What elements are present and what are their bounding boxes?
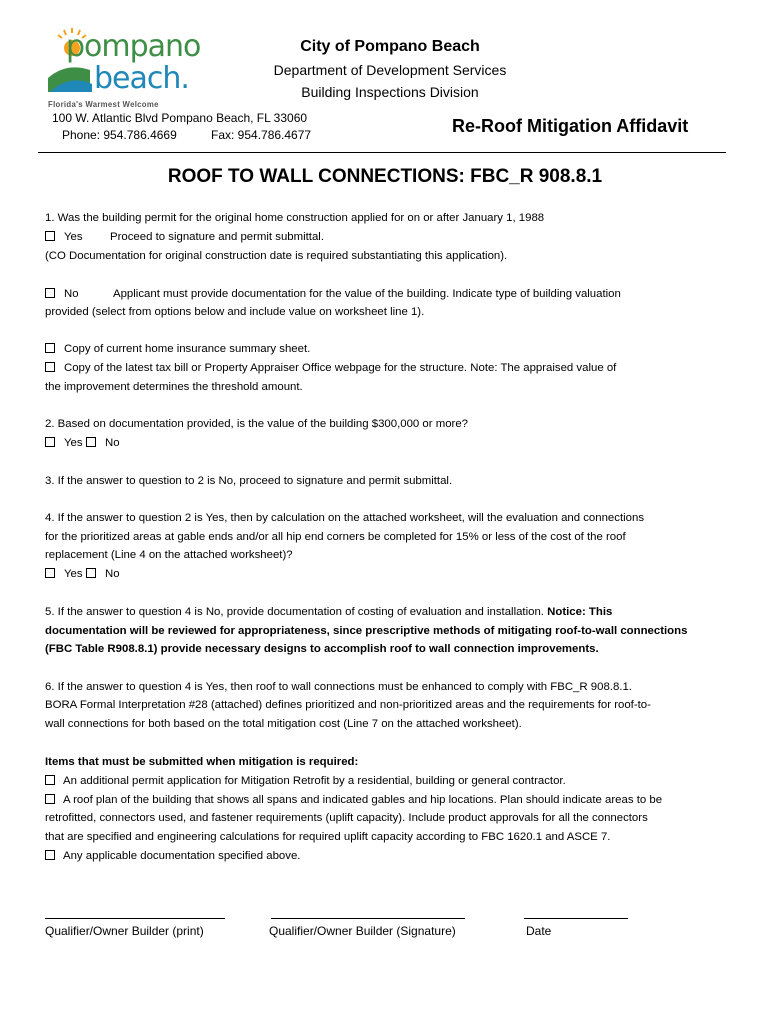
- section-title: ROOF TO WALL CONNECTIONS: FBC_R 908.8.1: [167, 166, 603, 187]
- question-6-line-3: wall connections for both based on the total mitigation cost (Line 7 on the attached worksheet).: [45, 718, 522, 730]
- item-2-cont-2: that are specified and engineering calculations for required uplift capacity according to FBC 1620.1 and ASCE 7.: [45, 831, 611, 843]
- item-1-text: An additional permit application for Mitigation Retrofit by a residential, building or general contractor.: [63, 775, 566, 787]
- question-6-line-1: 6. If the answer to question 4 is Yes, then roof to wall connections must be enhanced to comply with FBC_R 908.8.1.: [45, 681, 632, 693]
- date-line[interactable]: [524, 918, 628, 919]
- q1-option-1-text: Copy of current home insurance summary sheet.: [64, 343, 311, 355]
- q4-no-label: No: [105, 568, 120, 580]
- q2-yes-label: Yes: [64, 437, 83, 449]
- item-2-cont-1: retrofitted, connectors used, and fastener requirements (uplift capacity). Include product approvals for all the connectors: [45, 812, 648, 824]
- q1-option-2-row: [45, 362, 616, 374]
- header-divider: [38, 152, 726, 153]
- q4-answers: [45, 568, 120, 580]
- q1-yes-checkbox[interactable]: [45, 231, 55, 241]
- item-2-text: A roof plan of the building that shows all spans and indicated gables and hip locations. Plan should indicate areas to be: [63, 794, 663, 806]
- item-3-text: Any applicable documentation specified above.: [63, 850, 301, 862]
- q1-option-2-text: Copy of the latest tax bill or Property Appraiser Office webpage for the structure. Note: The appraised value of: [64, 362, 617, 374]
- address: 100 W. Atlantic Blvd Pompano Beach, FL 33060: [52, 111, 308, 125]
- q4-yes-checkbox[interactable]: [45, 568, 55, 578]
- signature-line[interactable]: [271, 918, 465, 919]
- question-5-line-3: (FBC Table R908.8.1) provide necessary designs to accomplish roof to wall connection improvements.: [45, 643, 599, 655]
- items-heading: Items that must be submitted when mitigation is required:: [45, 756, 359, 768]
- item-2-checkbox[interactable]: [45, 794, 55, 804]
- q1-yes-row: [45, 231, 324, 243]
- print-name-label: Qualifier/Owner Builder (print): [45, 924, 204, 938]
- q2-no-checkbox[interactable]: [86, 437, 96, 447]
- signature-label: Qualifier/Owner Builder (Signature): [269, 924, 456, 938]
- q1-option-1-row: [45, 343, 310, 355]
- q2-answers: [45, 437, 120, 449]
- q1-no-row: [45, 288, 621, 300]
- question-4-line-1: 4. If the answer to question 2 is Yes, then by calculation on the attached worksheet, will the evaluation and connections: [45, 512, 645, 524]
- item-1-checkbox[interactable]: [45, 775, 55, 785]
- q1-no-text: Applicant must provide documentation for the value of the building. Indicate type of building valuation: [113, 288, 621, 300]
- question-5-text: 5. If the answer to question 4 is No, provide documentation of costing of evaluation and installation.: [45, 606, 548, 618]
- item-3-checkbox[interactable]: [45, 850, 55, 860]
- q1-yes-label: Yes: [64, 231, 83, 243]
- q1-yes-text: Proceed to signature and permit submittal.: [110, 231, 325, 243]
- fax-number: Fax: 954.786.4677: [211, 128, 312, 142]
- q1-option-2-cont: the improvement determines the threshold amount.: [45, 381, 303, 393]
- q2-no-label: No: [105, 437, 120, 449]
- q4-no-checkbox[interactable]: [86, 568, 96, 578]
- item-2-row: [45, 794, 662, 806]
- q2-yes-checkbox[interactable]: [45, 437, 55, 447]
- insurance-summary-checkbox[interactable]: [45, 343, 55, 353]
- q1-co-note: (CO Documentation for original construction date is required substantiating this application).: [45, 250, 508, 262]
- logo-word-pompano: pompano: [66, 29, 201, 64]
- question-2: 2. Based on documentation provided, is the value of the building $300,000 or more?: [45, 418, 469, 430]
- q1-no-text-cont: provided (select from options below and include value on worksheet line 1).: [45, 306, 425, 318]
- logo-tagline: Florida's Warmest Welcome: [48, 100, 159, 109]
- print-name-line[interactable]: [45, 918, 225, 919]
- logo-word-beach: beach.: [94, 61, 189, 96]
- city-name: City of Pompano Beach: [300, 38, 480, 55]
- item-1-row: [45, 775, 566, 787]
- tax-bill-checkbox[interactable]: [45, 362, 55, 372]
- form-title: Re-Roof Mitigation Affidavit: [452, 116, 689, 136]
- question-6-line-2: BORA Formal Interpretation #28 (attached) defines prioritized and non-prioritized areas and the requirements for roof-to-: [45, 699, 651, 711]
- q1-no-checkbox[interactable]: [45, 288, 55, 298]
- phone-number: Phone: 954.786.4669: [62, 128, 177, 142]
- division-name: Building Inspections Division: [301, 84, 479, 100]
- date-label: Date: [526, 924, 552, 938]
- question-5-notice: Notice: This: [547, 606, 613, 618]
- q4-yes-label: Yes: [64, 568, 83, 580]
- question-4-line-3: replacement (Line 4 on the attached worksheet)?: [45, 549, 293, 561]
- question-5-line-2: documentation will be reviewed for appropriateness, since prescriptive methods of mitigating roof-to-wall connections: [45, 625, 688, 637]
- q1-no-label: No: [64, 288, 79, 300]
- city-logo: [46, 26, 201, 112]
- question-3: 3. If the answer to question to 2 is No, proceed to signature and permit submittal.: [45, 475, 453, 487]
- question-5-line-1: [45, 606, 612, 618]
- item-3-row: [45, 850, 300, 862]
- question-4-line-2: for the prioritized areas at gable ends and/or all hip end corners be completed for 15% or less of the cost of the roof: [45, 531, 626, 543]
- question-1: 1. Was the building permit for the original home construction applied for on or after January 1, 1988: [45, 212, 545, 224]
- department-name: Department of Development Services: [273, 62, 507, 78]
